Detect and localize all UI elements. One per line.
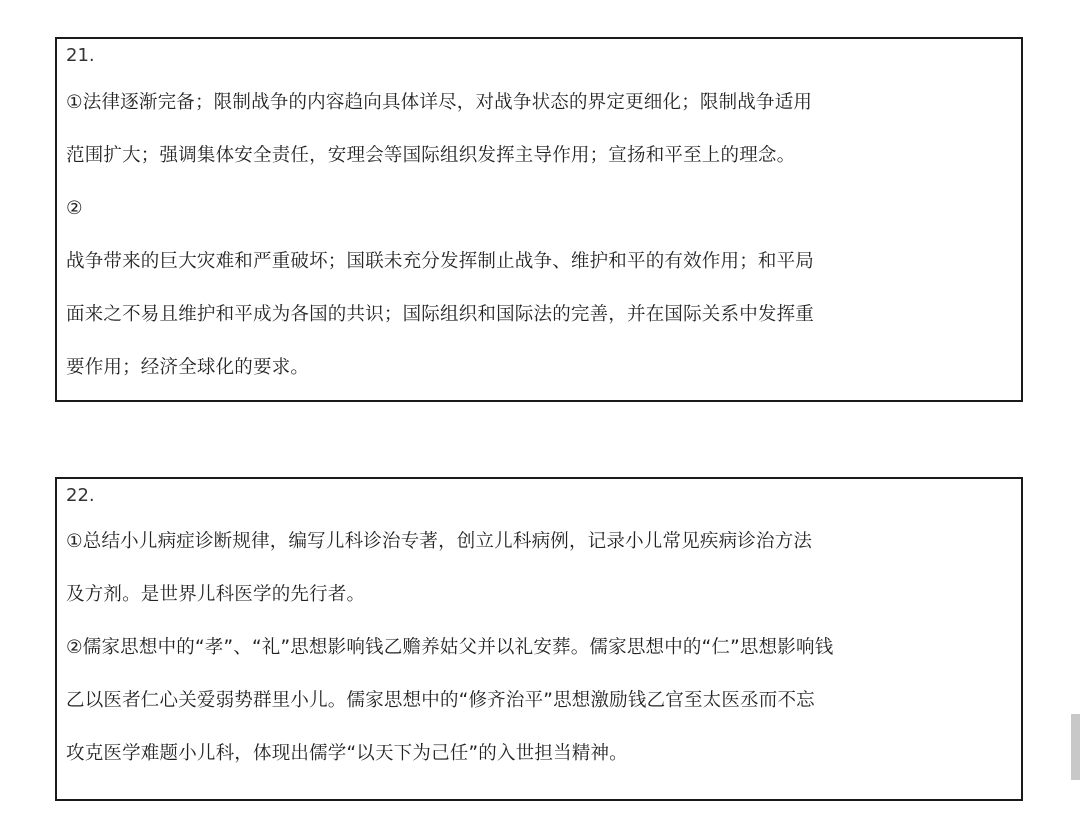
answer-box-21 [55, 37, 1023, 402]
answer-line: ①总结小儿病症诊断规律，编写儿科诊治专著，创立儿科病例，记录小儿常见疾病诊治方法 [66, 531, 813, 552]
answer-box-22 [55, 477, 1023, 801]
answer-line: 面来之不易且维护和平成为各国的共识；国际组织和国际法的完善，并在国际关系中发挥重 [66, 304, 815, 325]
answer-line: ①法律逐渐完备；限制战争的内容趋向具体详尽，对战争状态的界定更细化；限制战争适用 [66, 92, 813, 113]
question-number: 21. [66, 45, 95, 66]
answer-line: 战争带来的巨大灾难和严重破坏；国联未充分发挥制止战争、维护和平的有效作用；和平局 [66, 251, 815, 272]
answer-line: 及方剂。是世界儿科医学的先行者。 [66, 584, 366, 605]
answer-line: 范围扩大；强调集体安全责任，安理会等国际组织发挥主导作用；宣扬和平至上的理念。 [66, 145, 796, 166]
answer-line: ②儒家思想中的“孝”、“礼”思想影响钱乙赡养姑父并以礼安葬。儒家思想中的“仁”思想影响钱 [66, 637, 834, 658]
answer-line: 攻克医学难题小儿科，体现出儒学“以天下为己任”的入世担当精神。 [66, 743, 628, 764]
side-scroll-tab[interactable] [1071, 714, 1080, 780]
answer-line: ② [66, 198, 83, 219]
answer-line: 要作用；经济全球化的要求。 [66, 357, 310, 378]
question-number: 22. [66, 485, 95, 506]
answer-line: 乙以医者仁心关爱弱势群里小儿。儒家思想中的“修齐治平”思想激励钱乙官至太医丞而不忘 [66, 690, 815, 711]
